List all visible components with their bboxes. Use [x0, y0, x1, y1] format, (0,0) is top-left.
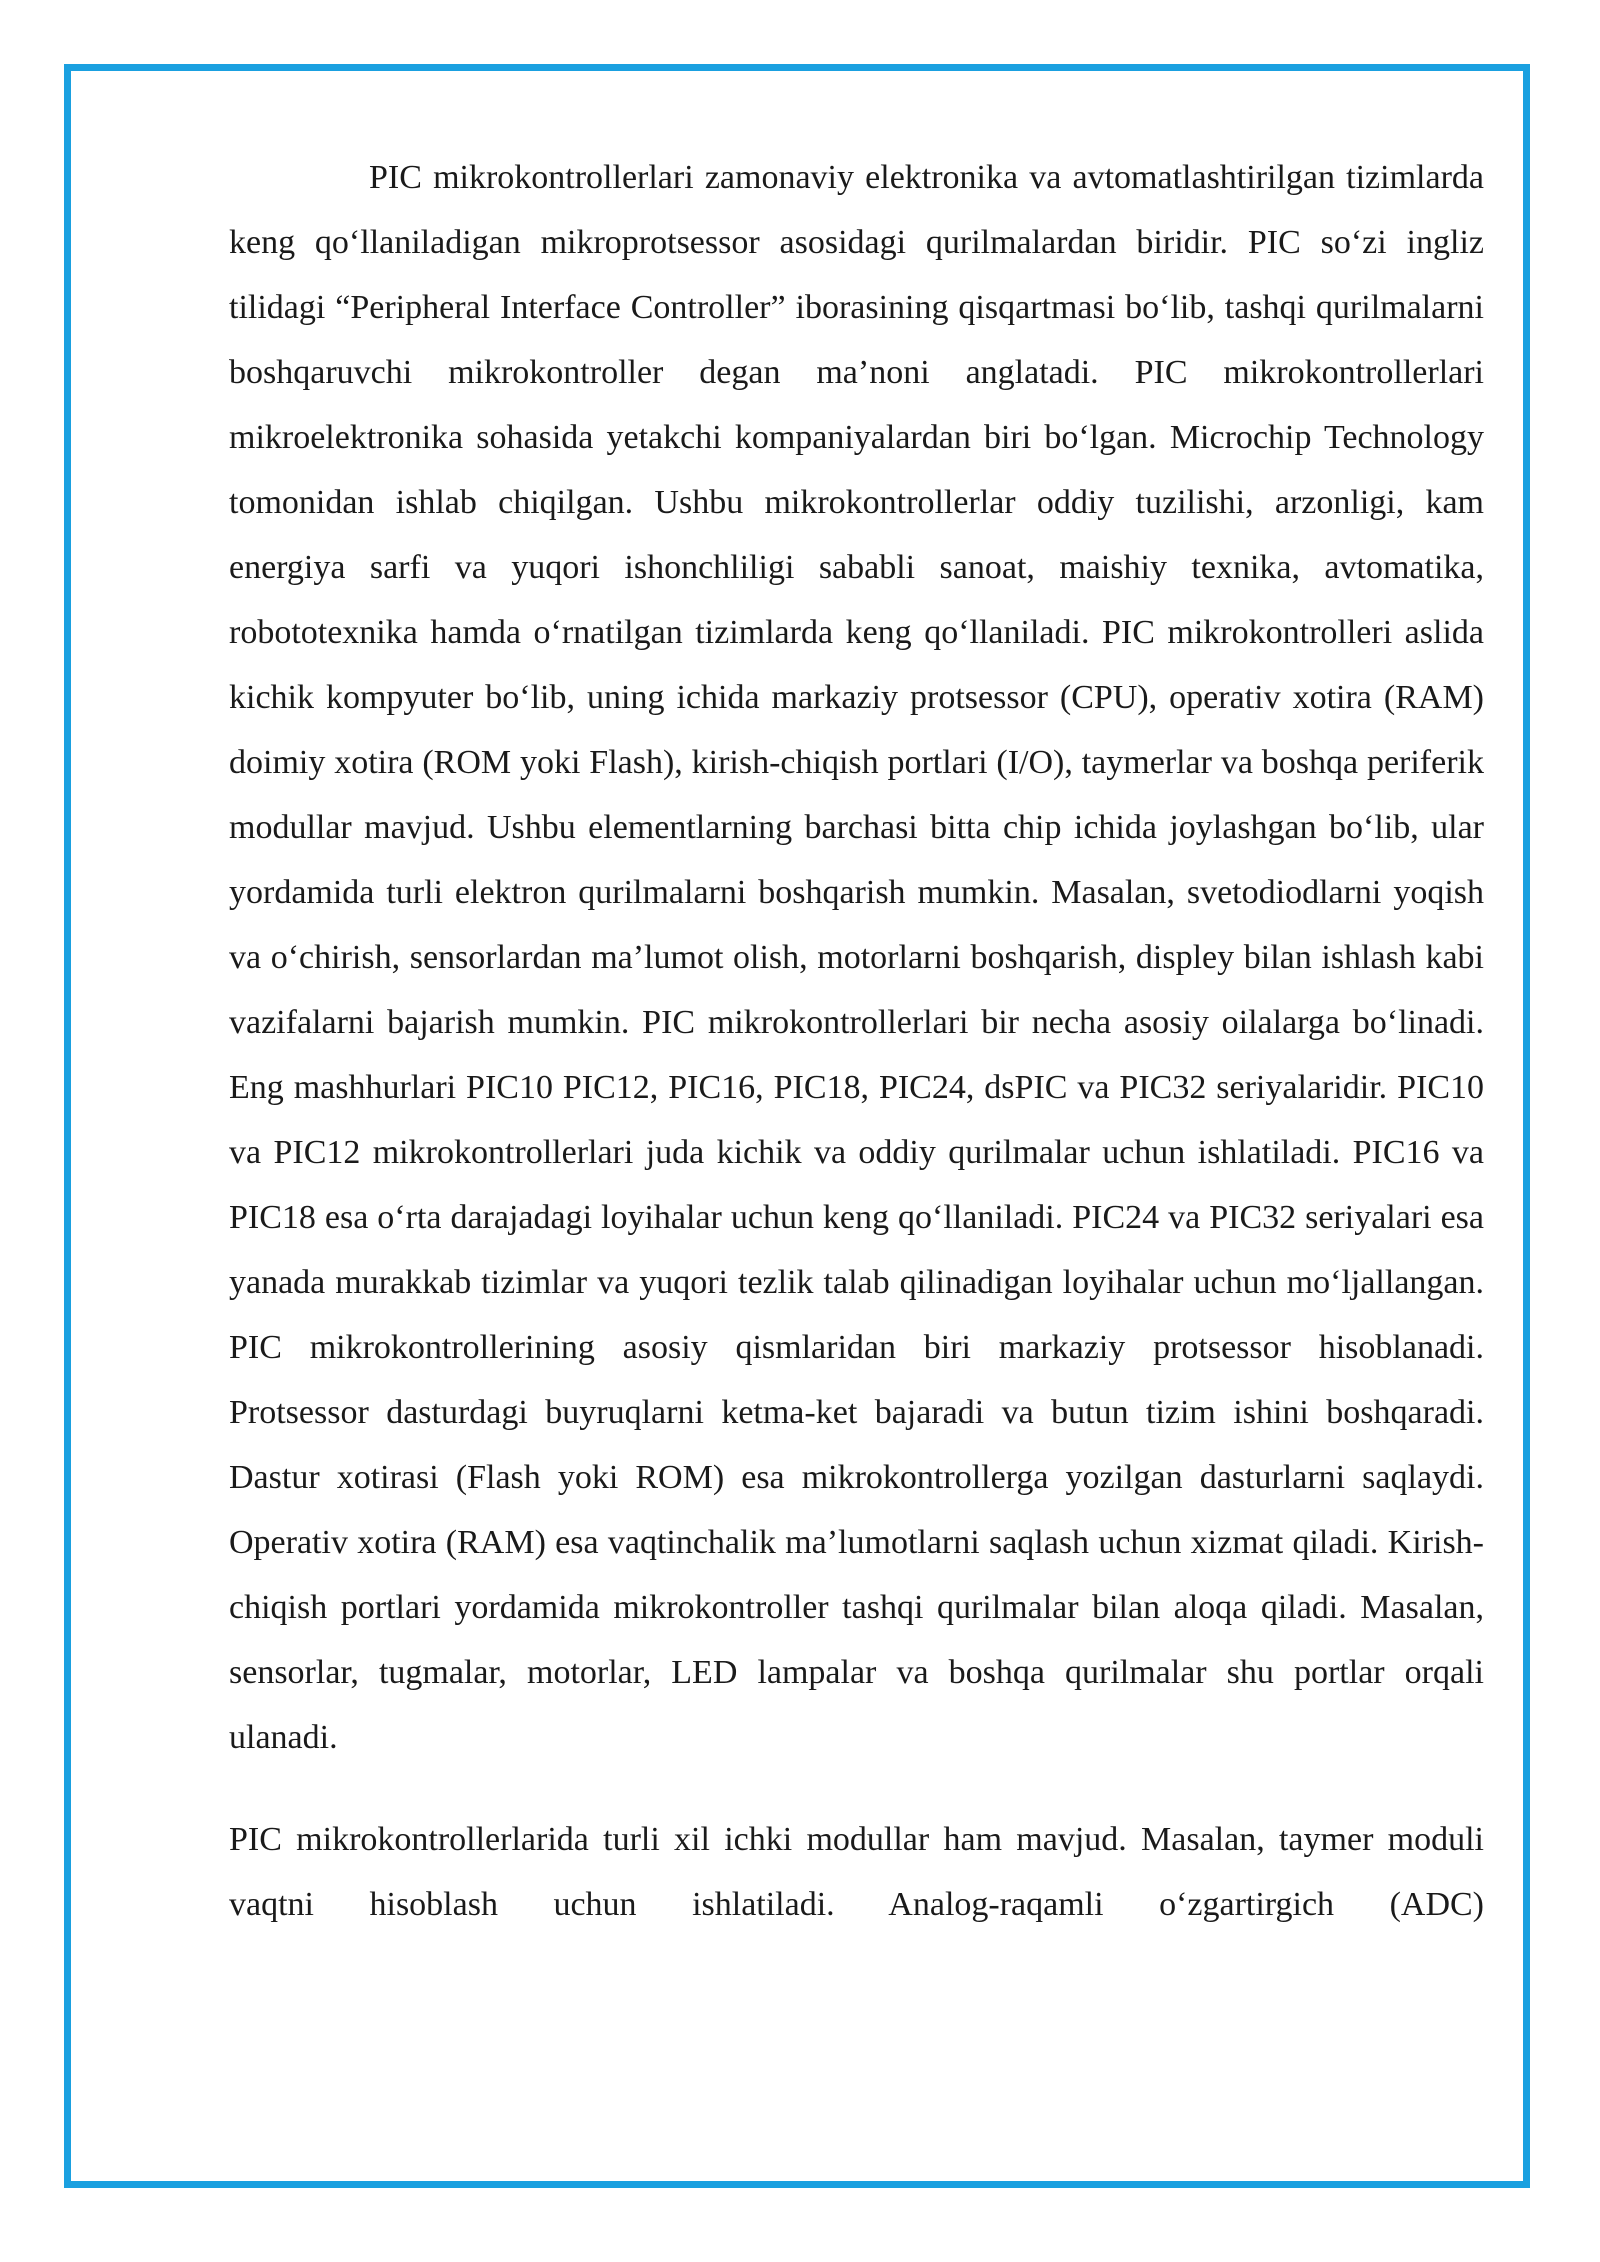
paragraph-2: PIC mikrokontrollerlarida turli xil ichki modullar ham mavjud. Masalan, taymer moduli vaqtni hisoblash uchun ishlatiladi. Analog-raqamli o‘zgartirgich (ADC): [229, 1821, 1484, 1923]
paragraph-1: PIC mikrokontrollerlari zamonaviy elektronika va avtomatlashtirilgan tizimlarda keng qo‘llaniladigan mikroprotsessor asosidagi qurilmalardan biridir. PIC so‘zi ingliz tilidagi “Peripheral Interface Controller” iborasining qisqartmasi bo‘lib, tashqi qurilmalarni boshqaruvchi mikrokontroller degan ma’noni anglatadi. PIC mikrokontrollerlari mikroelektronika sohasida yetakchi kompaniyalardan biri bo‘lgan. Microchip Technology tomonidan ishlab chiqilgan. Ushbu mikrokontrollerlar oddiy tuzilishi, arzonligi, kam energiya sarfi va yuqori ishonchliligi sababli sanoat, maishiy texnika, avtomatika, robototexnika hamda o‘rnatilgan tizimlarda keng qo‘llaniladi. PIC mikrokontrolleri aslida kichik kompyuter bo‘lib, uning ichida markaziy protsessor (CPU), operativ xotira (RAM) doimiy xotira (ROM yoki Flash), kirish-chiqish portlari (I/O), taymerlar va boshqa periferik modullar mavjud. Ushbu elementlarning barchasi bitta chip ichida joylashgan bo‘lib, ular yordamida turli elektron qurilmalarni boshqarish mumkin. Masalan, svetodiodlarni yoqish va o‘chirish, sensorlardan ma’lumot olish, motorlarni boshqarish, displey bilan ishlash kabi vazifalarni bajarish mumkin. PIC mikrokontrollerlari bir necha asosiy oilalarga bo‘linadi. Eng mashhurlari PIC10 PIC12, PIC16, PIC18, PIC24, dsPIC va PIC32 seriyalaridir. PIC10 va PIC12 mikrokontrollerlari juda kichik va oddiy qurilmalar uchun ishlatiladi. PIC16 va PIC18 esa o‘rta darajadagi loyihalar uchun keng qo‘llaniladi. PIC24 va PIC32 seriyalari esa yanada murakkab tizimlar va yuqori tezlik talab qilinadigan loyihalar uchun mo‘ljallangan. PIC mikrokontrollerining asosiy qismlaridan biri markaziy protsessor hisoblanadi. Protsessor dasturdagi buyruqlarni ketma-ket bajaradi va butun tizim ishini boshqaradi. Dastur xotirasi (Flash yoki ROM) esa mikrokontrollerga yozilgan dasturlarni saqlaydi. Operativ xotira (RAM) esa vaqtinchalik ma’lumotlarni saqlash uchun xizmat qiladi. Kirish-chiqish portlari yordamida mikrokontroller tashqi qurilmalar bilan aloqa qiladi. Masalan, sensorlar, tugmalar, motorlar, LED lampalar va boshqa qurilmalar shu portlar orqali ulanadi.: [229, 159, 1484, 1756]
document-body: [229, 145, 1484, 1937]
